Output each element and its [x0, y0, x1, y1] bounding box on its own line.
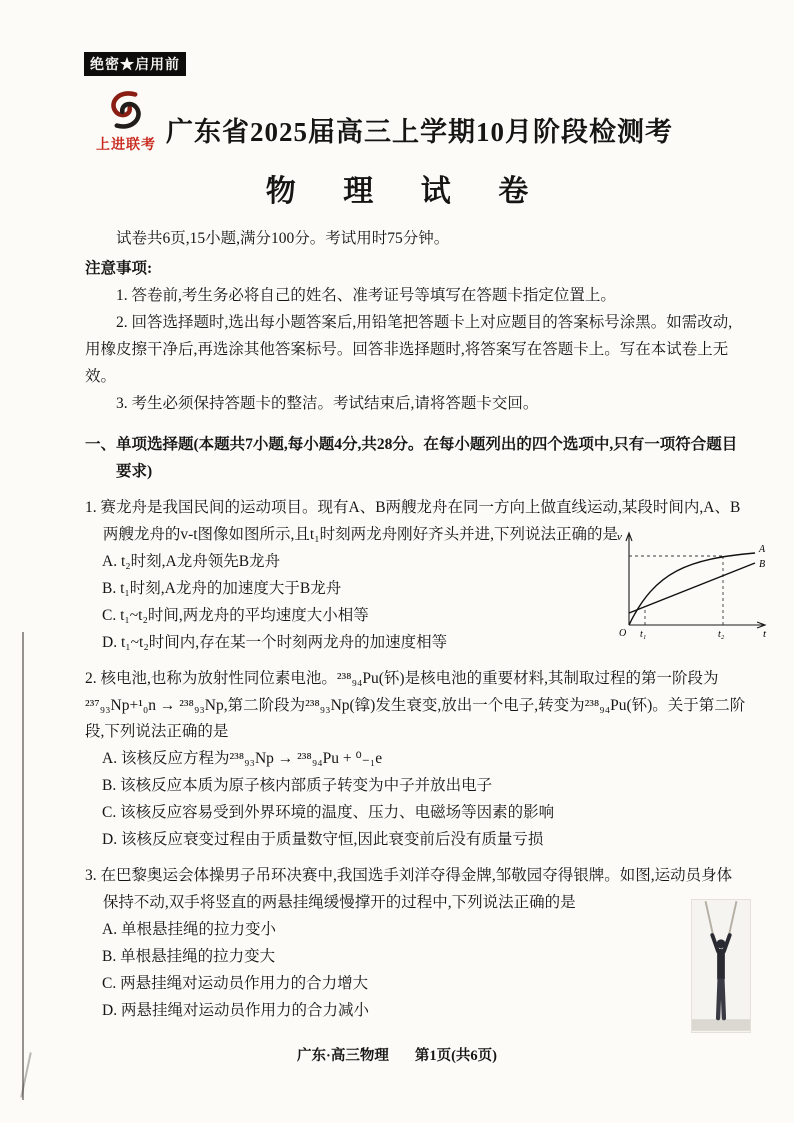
- question-1-stem: 1. 赛龙舟是我国民间的运动项目。现有A、B两艘龙舟在同一方向上做直线运动,某段时间内,A、B两艘龙舟的v-t图像如图所示,且t₁时刻两龙舟刚好齐头并进,下列说法正确的是: [85, 498, 741, 543]
- curve-a: [629, 553, 755, 625]
- question-1-option-d: D. t₁~t₂时间内,存在某一个时刻两龙舟的加速度相等: [102, 633, 448, 651]
- question-2-option-a: A. 该核反应方程为²³⁸₉₃Np → ²³⁸₉₄Pu + ⁰₋₁e: [102, 750, 383, 768]
- curve-b-label: B: [759, 558, 766, 570]
- footer-course-label: 广东·高三物理: [296, 1048, 389, 1064]
- vt-graph: [613, 525, 773, 645]
- gymnast-head: [717, 940, 726, 949]
- question-2-options: [85, 746, 747, 854]
- floor-shadow: [692, 1019, 750, 1031]
- logo-swirl-icon: [104, 88, 148, 132]
- t-axis-label: t: [763, 627, 767, 640]
- question-2-option-c: C. 该核反应容易受到外界环境的温度、压力、电磁场等因素的影响: [102, 804, 555, 822]
- notice-item-3: 3. 考生必须保持答题卡的整洁。考试结束后,请将答题卡交回。: [116, 394, 539, 412]
- subject-title: 物 理 试 卷: [265, 175, 549, 208]
- classification-banner: [84, 52, 186, 76]
- question-3-stem: 3. 在巴黎奥运会体操男子吊环决赛中,我国选手刘洋夺得金牌,邹敬园夺得银牌。如图,运动员身体保持不动,双手将竖直的两悬挂绳缓慢撑开的过程中,下列说法正确的是: [85, 867, 733, 912]
- classification-text: 绝密★启用前: [90, 58, 180, 73]
- notice-item-1: 1. 答卷前,考生务必将自己的姓名、准考证号等填写在答题卡指定位置上。: [116, 286, 616, 304]
- right-leg: [722, 981, 723, 1019]
- v-axis-label: v: [617, 530, 622, 543]
- question-3-option-d: D. 两悬挂绳对运动员作用力的合力减小: [102, 1002, 369, 1020]
- question-3-option-b: B. 单根悬挂绳的拉力变大: [102, 948, 276, 966]
- publisher-logo: [92, 88, 160, 154]
- question-2-option-d: D. 该核反应衰变过程由于质量数守恒,因此衰变前后没有质量亏损: [102, 831, 544, 849]
- question-1-option-b: B. t₁时刻,A龙舟的加速度大于B龙舟: [102, 579, 342, 597]
- paper-body: [85, 226, 767, 1025]
- question-1-option-c: C. t₁~t₂时间,两龙舟的平均速度大小相等: [102, 606, 369, 624]
- question-1: [85, 495, 767, 657]
- question-3-option-c: C. 两悬挂绳对运动员作用力的合力增大: [102, 975, 369, 993]
- vt-graph-figure: [613, 525, 773, 645]
- exam-info-line: 试卷共6页,15小题,满分100分。考试用时75分钟。: [116, 230, 450, 247]
- question-1-option-a: A. t₂时刻,A龙舟领先B龙舟: [102, 552, 281, 570]
- gymnast-torso: [717, 949, 725, 982]
- question-2-option-b: B. 该核反应本质为原子核内部质子转变为中子并放出电子: [102, 777, 493, 795]
- question-2: [85, 666, 747, 855]
- curve-b: [629, 563, 755, 613]
- exam-title: 广东省2025届高三上学期10月阶段检测考: [166, 117, 673, 147]
- notice-item-2: 2. 回答选择题时,选出每小题答案后,用铅笔把答题卡上对应题目的答案标号涂黑。如需改动,用橡皮擦干净后,再选涂其他答案标号。回答非选择题时,将答案写在答题卡上。写在本试卷上无效。: [85, 313, 733, 385]
- question-3-option-a: A. 单根悬挂绳的拉力变小: [102, 921, 276, 939]
- gymnast-rings-photo: [691, 899, 751, 1033]
- left-strap: [706, 902, 714, 937]
- page-footer: [0, 1044, 794, 1065]
- logo-wordmark: 上进联考: [96, 136, 156, 152]
- question-1-options: [85, 549, 585, 657]
- right-strap: [729, 902, 737, 937]
- question-2-stem: 2. 核电池,也称为放射性同位素电池。²³⁸₉₄Pu(钚)是核电池的重要材料,其制取过程的第一阶段为²³⁷₉₃Np+¹₀n → ²³⁸₉₃Np,第二阶段为²³⁸₉₃Np(镎)发生衰变,放出一个电子,转变为²³⁸₉₄Pu(钚)。关于第二阶段,下列说法正确的是: [85, 669, 746, 741]
- section-heading: 一、单项选择题(本题共7小题,每小题4分,共28分。在每小题列出的四个选项中,只有一项符合题目要求): [85, 435, 738, 480]
- gymnast-rings-image: [692, 900, 750, 1032]
- t1-label: t₁: [640, 628, 647, 640]
- notice-heading: 注意事项:: [85, 259, 153, 277]
- t2-label: t₂: [718, 628, 725, 640]
- question-3-options: [85, 917, 747, 1025]
- curve-a-label: A: [759, 543, 766, 555]
- question-3: [85, 863, 747, 1025]
- scan-artifact-line: [22, 632, 24, 1100]
- origin-label: O: [619, 627, 627, 639]
- footer-page-number: 第1页(共6页): [414, 1048, 497, 1064]
- left-leg: [718, 981, 719, 1019]
